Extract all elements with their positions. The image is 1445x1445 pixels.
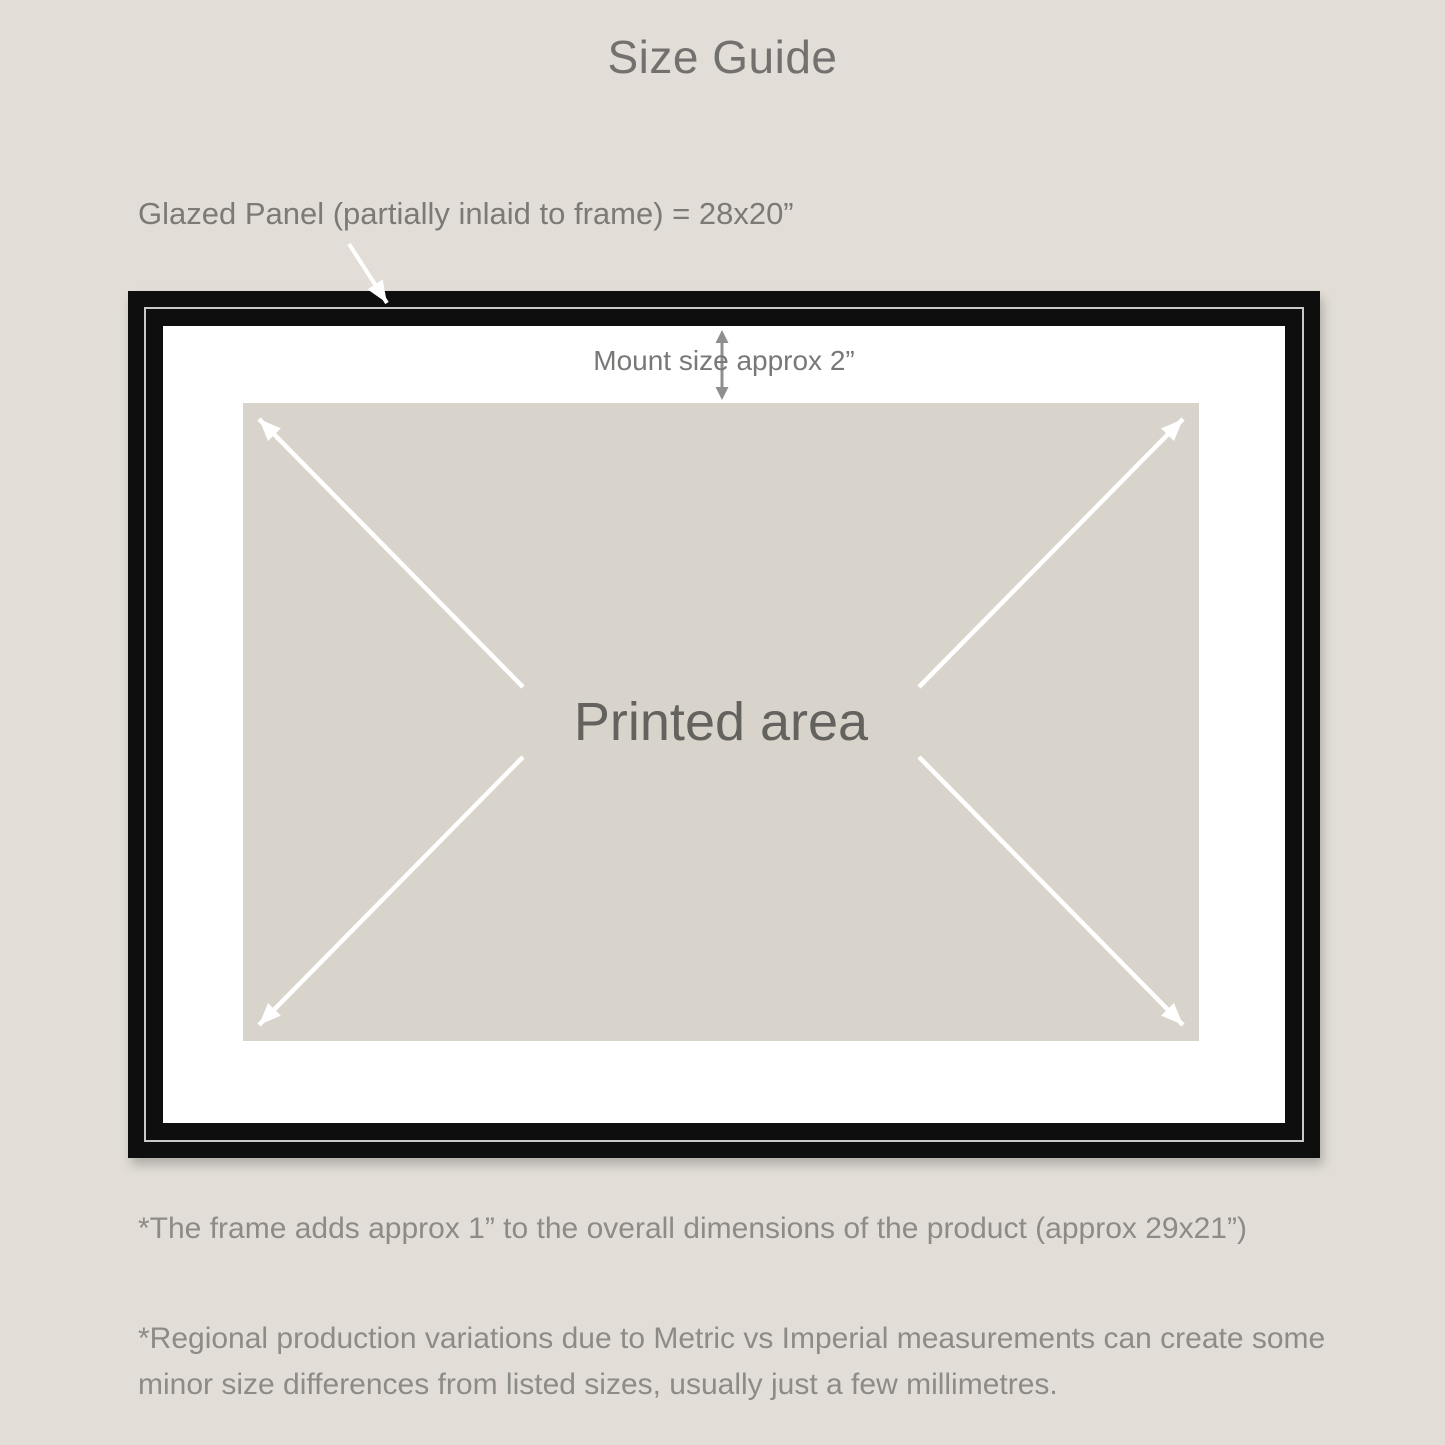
footnote-frame-dimensions: *The frame adds approx 1” to the overall dimensions of the product (approx 29x21”)	[138, 1212, 1247, 1245]
mount-size-label: Mount size approx 2”	[593, 345, 855, 376]
footnote-regional-variations: *Regional production variations due to Metric vs Imperial measurements can create some minor size differences from listed sizes, usually just a few millimetres.	[138, 1322, 1326, 1401]
glazed-panel-label: Glazed Panel (partially inlaid to frame) = 28x20”	[138, 196, 794, 231]
page-title: Size Guide	[607, 31, 838, 83]
picture-frame	[128, 291, 1320, 1158]
printed-area-label: Printed area	[573, 692, 869, 752]
mount-board	[163, 326, 1285, 1123]
printed-area	[243, 403, 1199, 1041]
